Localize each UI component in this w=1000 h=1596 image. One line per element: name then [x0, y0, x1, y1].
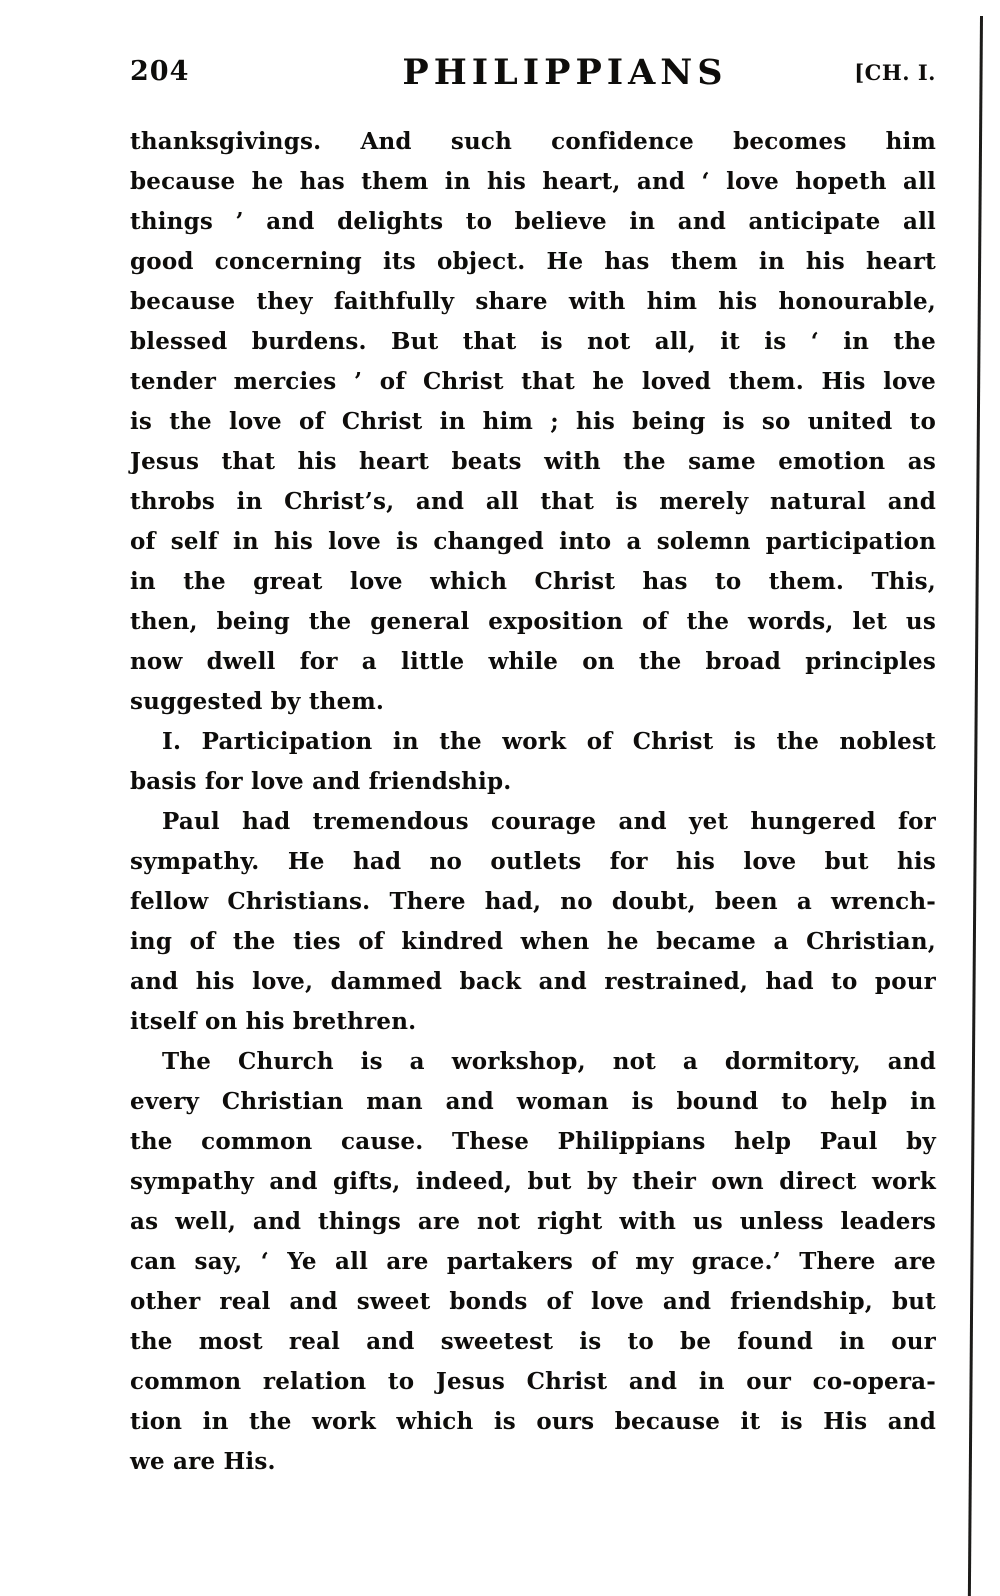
text-line: things ’ and delights to believe in and anticipate all — [130, 208, 936, 235]
text-line: basis for love and friendship. — [130, 768, 512, 795]
text-line: tender mercies ’ of Christ that he loved them. His love — [130, 368, 936, 395]
text-line: can say, ‘ Ye all are partakers of my grace.’ There are — [130, 1248, 936, 1275]
text-line: blessed burdens. But that is not all, it is ‘ in the — [130, 328, 936, 355]
text-line: and his love, dammed back and restrained, had to pour — [130, 968, 936, 995]
text-line: sympathy and gifts, indeed, but by their own direct work — [130, 1168, 936, 1195]
page-number: 204 — [130, 56, 190, 87]
text-line: is the love of Christ in him ; his being is so united to — [130, 408, 936, 435]
text-line: fellow Christians. There had, no doubt, been a wrench- — [130, 888, 936, 915]
running-title: PHILIPPIANS — [402, 52, 728, 93]
text-line: other real and sweet bonds of love and friendship, but — [130, 1288, 936, 1315]
page-body — [130, 122, 936, 1482]
text-line: thanksgivings. And such confidence becomes him — [130, 128, 936, 155]
chapter-marker: [CH. I. — [854, 60, 936, 85]
text-line: then, being the general exposition of the words, let us — [130, 608, 936, 635]
text-line: ing of the ties of kindred when he became a Christian, — [130, 928, 936, 955]
text-line: good concerning its object. He has them in his heart — [130, 248, 936, 275]
text-line: every Christian man and woman is bound to help in — [130, 1088, 936, 1115]
text-line: The Church is a workshop, not a dormitory, and — [162, 1048, 936, 1075]
paragraph — [130, 722, 936, 802]
paragraph — [130, 1042, 936, 1482]
text-line: I. Participation in the work of Christ is the noblest — [162, 728, 936, 755]
paragraph — [130, 802, 936, 1042]
text-line: in the great love which Christ has to them. This, — [130, 568, 936, 595]
text-line: throbs in Christ’s, and all that is merely natural and — [130, 488, 936, 515]
text-line: sympathy. He had no outlets for his love but his — [130, 848, 936, 875]
page-edge-scan-line — [968, 16, 983, 1596]
text-line: we are His. — [130, 1448, 276, 1475]
text-line: because they faithfully share with him his honourable, — [130, 288, 936, 315]
text-line: Paul had tremendous courage and yet hungered for — [162, 808, 936, 835]
text-line: of self in his love is changed into a solemn participation — [130, 528, 936, 555]
text-line: Jesus that his heart beats with the same emotion as — [130, 448, 936, 475]
text-line: the common cause. These Philippians help Paul by — [130, 1128, 936, 1155]
text-line: itself on his brethren. — [130, 1008, 417, 1035]
text-line: common relation to Jesus Christ and in our co-opera- — [130, 1368, 936, 1395]
text-line: as well, and things are not right with us unless leaders — [130, 1208, 936, 1235]
text-line: suggested by them. — [130, 688, 385, 715]
text-line: the most real and sweetest is to be found in our — [130, 1328, 936, 1355]
paragraph — [130, 122, 936, 722]
text-line: tion in the work which is ours because it is His and — [130, 1408, 936, 1435]
running-header — [130, 52, 936, 93]
text-line: because he has them in his heart, and ‘ love hopeth all — [130, 168, 936, 195]
text-line: now dwell for a little while on the broad principles — [130, 648, 936, 675]
